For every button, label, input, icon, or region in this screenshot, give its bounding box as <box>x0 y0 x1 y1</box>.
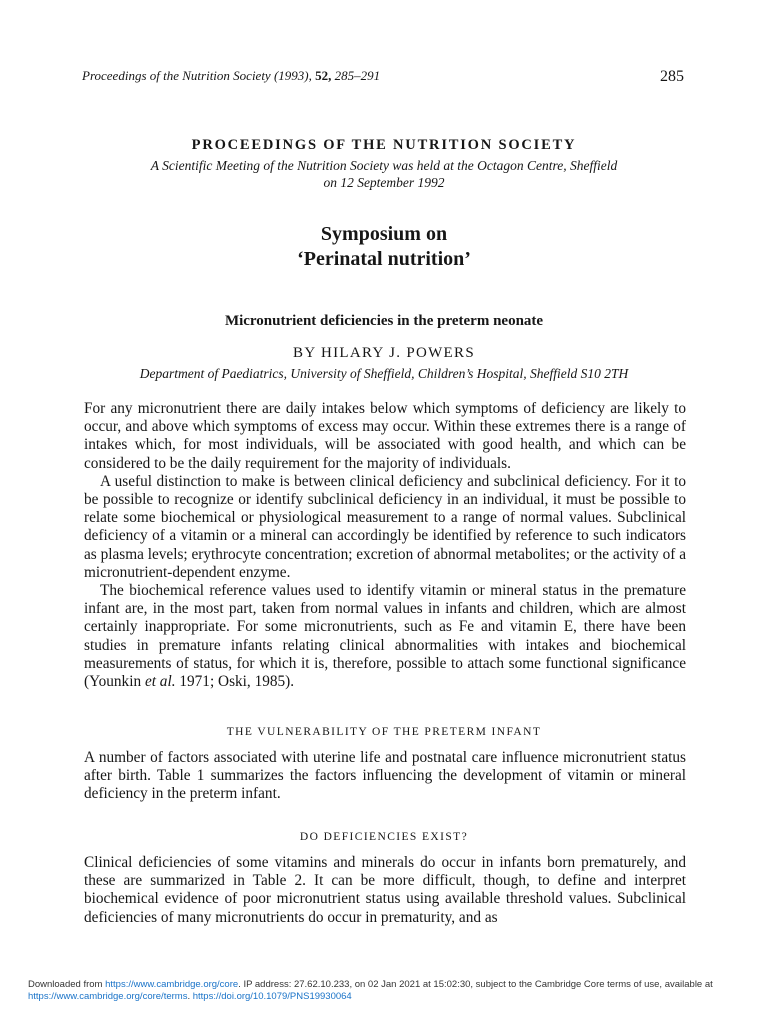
article-title: Micronutrient deficiencies in the preterm neonate <box>224 313 544 329</box>
author-byline: BY HILARY J. POWERS <box>293 345 475 361</box>
meeting-line-2: on 12 September 1992 <box>323 175 445 190</box>
journal-name: Proceedings of the Nutrition Society <box>82 68 271 83</box>
meeting-note <box>60 157 708 191</box>
symposium-line-2: ‘Perinatal nutrition’ <box>297 248 471 270</box>
meeting-line-1: A Scientific Meeting of the Nutrition Society was held at the Octagon Centre, Sheffield <box>150 158 618 173</box>
intro-section <box>84 400 686 691</box>
terms-link[interactable]: https://www.cambridge.org/core/terms <box>28 991 188 1002</box>
section-heading-deficiencies: DO DEFICIENCIES EXIST? <box>299 831 469 843</box>
society-heading: PROCEEDINGS OF THE NUTRITION SOCIETY <box>191 137 577 153</box>
symposium-line-1: Symposium on <box>320 223 448 245</box>
download-footer <box>28 979 750 1003</box>
footer-prefix: Downloaded from <box>28 979 106 990</box>
paragraph-2: A useful distinction to make is between clinical deficiency and subclinical deficiency. For it to be possible to recognize or identify subclinical deficiency in an individual, it must be possible to relate some biochemical or physiological measurement to a range of normal values. Subclinical deficiency of a vitamin or a mineral can accordingly be identified by reference to such indicators as plasma levels; erythrocyte concentration; excretion of abnormal metabolites; or the activity of a micronutrient-dependent enzyme. <box>84 472 686 581</box>
author-affiliation: Department of Paediatrics, University of Sheffield, Children’s Hospital, Sheffield S10 2TH <box>139 366 629 381</box>
section-heading-vulnerability: THE VULNERABILITY OF THE PRETERM INFANT <box>226 726 542 738</box>
symposium-title <box>60 222 708 272</box>
journal-volume: 52, <box>315 68 332 83</box>
paragraph-5: Clinical deficiencies of some vitamins and minerals do occur in infants born prematurely, and these are summarized in Table 2. It can be more difficult, though, to define and interpret biochemical evidence of poor micronutrient status using available threshold values. Subclinical deficiencies of many micronutrients do occur in prematurity, and as <box>84 854 686 926</box>
deficiencies-section <box>84 854 686 927</box>
journal-pages: 285–291 <box>334 68 381 83</box>
running-head <box>82 68 380 84</box>
paragraph-3-text: The biochemical reference values used to identify vitamin or mineral status in the premature infant are, in the most part, taken from normal values in infants and children, which are almost certainly inappropriate. For some micronutrients, such as Fe and vitamin E, there have been studies in premature infants relating clinical abnormalities with intakes and biochemical measurements of status, for which it is, therefore, possible to attach some functional significance (Younkin <box>84 582 686 691</box>
page-number: 285 <box>660 68 684 85</box>
paragraph-3-end: 1971; Oski, 1985). <box>175 673 295 691</box>
vulnerability-section <box>84 749 686 804</box>
footer-separator: . <box>187 991 193 1002</box>
footer-ip-note: . IP address: 27.62.10.233, on 02 Jan 2021 at 15:02:30, subject to the Cambridge Core terms of use, available at <box>238 979 713 990</box>
paragraph-3 <box>84 582 686 691</box>
paragraph-1: For any micronutrient there are daily intakes below which symptoms of deficiency are likely to occur, and above which symptoms of excess may occur. Within these extremes there is a range of intakes which, for most individuals, will be associated with good health, and which can be considered to be the daily requirement for the majority of individuals. <box>84 400 686 472</box>
citation-et-al: et al. <box>144 673 176 691</box>
cambridge-core-link[interactable]: https://www.cambridge.org/core <box>105 979 239 990</box>
doi-link[interactable]: https://doi.org/10.1079/PNS19930064 <box>192 991 352 1002</box>
paragraph-4: A number of factors associated with uterine life and postnatal care influence micronutrient status after birth. Table 1 summarizes the factors influencing the development of vitamin or mineral deficiency in the preterm infant. <box>84 749 686 803</box>
journal-year: (1993), <box>273 68 312 83</box>
